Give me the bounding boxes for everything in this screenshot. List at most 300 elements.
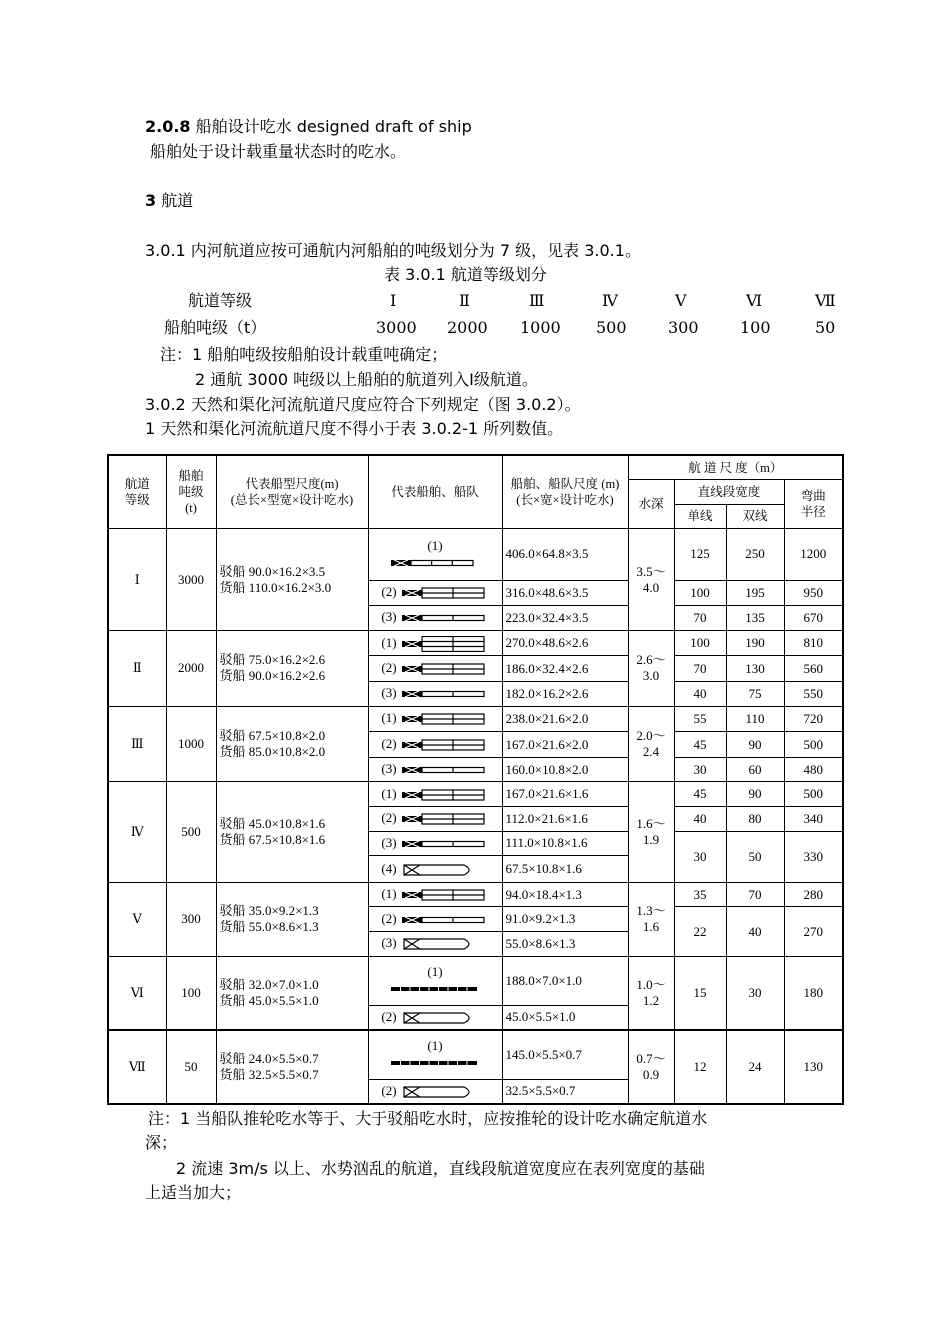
fleet-dims-value: 316.0×48.6×3.5 xyxy=(505,584,589,600)
fleet-cell xyxy=(368,956,502,1005)
section-208-definition: 船舶处于设计载重量状态时的吃水。 xyxy=(150,142,407,161)
single-width-cell xyxy=(674,882,726,907)
tonnage-cell: 50 xyxy=(815,318,836,337)
grade-cell xyxy=(108,1030,166,1104)
fleet-cell xyxy=(368,1079,502,1104)
double-width-cell xyxy=(726,882,784,907)
section-number: 2.0.8 xyxy=(145,117,191,136)
fleet-cell xyxy=(368,706,502,732)
barge-dims: 驳船 24.0×5.5×0.7 xyxy=(219,1050,319,1066)
grade-cell: Ⅵ xyxy=(746,291,763,310)
single-width-cell xyxy=(674,706,726,732)
chapter-title: 航道 xyxy=(161,191,194,210)
ship-type-cell xyxy=(216,1030,368,1104)
single-width-cell xyxy=(674,831,726,882)
fleet-cell xyxy=(368,656,502,682)
bend-radius-value: 950 xyxy=(803,584,824,600)
double-width-cell xyxy=(726,529,784,580)
grade-cell xyxy=(108,882,166,956)
header-ship-type xyxy=(216,455,368,529)
tonnage-cell: 100 xyxy=(740,318,771,337)
single-width-value: 12 xyxy=(693,1058,707,1074)
double-width-value: 110 xyxy=(745,710,765,726)
single-width-value: 35 xyxy=(693,886,707,902)
depth-line-2: 1.6 xyxy=(642,919,660,935)
header-fleet-dims-line-2: (长×宽×设计吃水) xyxy=(516,493,614,508)
single-width-value: 22 xyxy=(693,923,707,939)
bend-radius-cell xyxy=(784,1030,843,1104)
fleet-dims-cell xyxy=(502,706,628,732)
pusher-barge-2row-icon xyxy=(400,787,492,803)
header-single-label: 单线 xyxy=(687,509,713,524)
header-fleet-dims-line-1: 船舶、船队尺度 (m) xyxy=(510,477,620,492)
table-row xyxy=(108,956,843,1005)
fleet-cell xyxy=(368,580,502,606)
fleet-label: (2) xyxy=(381,584,397,600)
chapter-number: 3 xyxy=(145,191,157,210)
fleet-dims-cell xyxy=(502,907,628,932)
table-row xyxy=(108,529,843,580)
depth-cell xyxy=(628,706,674,782)
depth-cell xyxy=(628,630,674,706)
barge-dims: 驳船 90.0×16.2×3.5 xyxy=(219,563,326,579)
bend-radius-cell xyxy=(784,732,843,758)
double-width-cell xyxy=(726,606,784,631)
fleet-label: (2) xyxy=(381,660,397,676)
double-width-cell xyxy=(726,831,784,882)
cargo-ship-icon xyxy=(400,1010,492,1026)
bend-radius-value: 180 xyxy=(803,984,824,1000)
single-width-value: 100 xyxy=(690,635,710,651)
fleet-label: (1) xyxy=(381,886,397,902)
double-width-cell xyxy=(726,807,784,832)
grade-cell xyxy=(108,706,166,782)
fleet-cell xyxy=(368,932,502,957)
header-fleet-dims xyxy=(502,455,628,529)
fleet-dims-cell xyxy=(502,529,628,580)
header-single xyxy=(674,504,726,529)
depth-line-1: 1.0～ xyxy=(636,976,666,992)
single-width-value: 70 xyxy=(693,660,707,676)
double-width-cell xyxy=(726,1030,784,1104)
fleet-dims-cell xyxy=(502,1005,628,1030)
cargo-ship-icon xyxy=(400,1084,492,1100)
pusher-barge-2row-icon xyxy=(400,711,492,727)
header-depth xyxy=(628,480,674,529)
tonnage-cell xyxy=(166,782,216,882)
section-208-heading xyxy=(145,116,472,138)
notes-after-note-2a: 2 流速 3m/s 以上、水势汹乱的航道，直线段航道宽度应在表列宽度的基础 xyxy=(176,1159,705,1178)
double-width-value: 40 xyxy=(748,923,762,939)
pusher-barge-single-icon xyxy=(400,686,492,702)
tonnage-cell xyxy=(166,882,216,956)
ship-type-cell xyxy=(216,630,368,706)
depth-line-1: 0.7～ xyxy=(636,1050,666,1066)
grade-row-label: 航道等级 xyxy=(188,291,253,310)
double-width-cell xyxy=(726,732,784,758)
ship-type-cell xyxy=(216,956,368,1030)
table-301-title: 表 3.0.1 航道等级划分 xyxy=(384,265,547,284)
single-width-value: 45 xyxy=(693,736,707,752)
grade-value: Ⅶ xyxy=(128,1058,146,1074)
grade-value: Ⅰ xyxy=(134,571,140,587)
grade-cell: Ⅰ xyxy=(390,291,397,310)
depth-cell xyxy=(628,1030,674,1104)
header-fleet-label: 代表船舶、船队 xyxy=(391,485,479,500)
header-tonnage xyxy=(166,455,216,529)
pusher-barge-2row-icon xyxy=(400,811,492,827)
header-ship-type-line-2: (总长×型宽×设计吃水) xyxy=(230,493,354,508)
depth-line-2: 1.9 xyxy=(642,832,660,848)
ship-type-cell xyxy=(216,882,368,956)
fleet-dims-cell xyxy=(502,956,628,1005)
fleet-label: (2) xyxy=(381,1008,397,1024)
fleet-dims-cell xyxy=(502,932,628,957)
single-width-cell xyxy=(674,682,726,707)
fleet-cell xyxy=(368,630,502,656)
grade-cell xyxy=(108,956,166,1030)
grade-cell xyxy=(108,529,166,630)
fleet-label: (1) xyxy=(381,785,397,801)
double-width-value: 80 xyxy=(748,810,762,826)
fleet-dims-cell xyxy=(502,656,628,682)
notes-after-note-2b: 上适当加大； xyxy=(145,1183,242,1202)
section-title: 船舶设计吃水 designed draft of ship xyxy=(195,117,472,136)
single-width-value: 15 xyxy=(693,984,707,1000)
fleet-cell xyxy=(368,757,502,782)
tonnage-cell xyxy=(166,956,216,1030)
grade-value: Ⅴ xyxy=(132,911,142,927)
double-width-cell xyxy=(726,630,784,656)
tonnage-cell xyxy=(166,630,216,706)
double-width-cell xyxy=(726,682,784,707)
fleet-dims-value: 188.0×7.0×1.0 xyxy=(505,972,582,988)
tonnage-cell xyxy=(166,706,216,782)
single-width-value: 40 xyxy=(693,685,707,701)
tonnage-cell xyxy=(166,529,216,630)
tonnage-cell: 300 xyxy=(668,318,699,337)
double-width-value: 135 xyxy=(745,609,765,625)
bend-radius-cell xyxy=(784,782,843,807)
bend-radius-value: 810 xyxy=(803,635,824,651)
tonnage-value: 50 xyxy=(184,1058,198,1074)
pusher-barge-2row-icon xyxy=(400,737,492,753)
bend-radius-value: 720 xyxy=(803,710,824,726)
fleet-label: (1) xyxy=(381,710,397,726)
bend-radius-cell xyxy=(784,656,843,682)
cargo-ship-dims: 货船 32.5×5.5×0.7 xyxy=(219,1066,319,1082)
header-bend xyxy=(784,480,843,529)
header-double-label: 双线 xyxy=(742,509,768,524)
fleet-dims-value: 32.5×5.5×0.7 xyxy=(505,1083,576,1099)
bend-radius-cell xyxy=(784,580,843,606)
clause-302-text: 3.0.2 天然和渠化河流航道尺度应符合下列规定（图 3.0.2）。 xyxy=(145,395,581,414)
double-width-cell xyxy=(726,656,784,682)
cargo-ship-dims: 货船 90.0×16.2×2.6 xyxy=(219,668,326,684)
tonnage-value: 2000 xyxy=(178,660,204,676)
fleet-label: (2) xyxy=(381,910,397,926)
bend-radius-value: 670 xyxy=(803,609,824,625)
fleet-label: (3) xyxy=(381,685,397,701)
barge-dims: 驳船 75.0×16.2×2.6 xyxy=(219,652,326,668)
cargo-ship-icon xyxy=(400,862,492,878)
fleet-cell xyxy=(368,831,502,856)
fleet-cell xyxy=(368,732,502,758)
fleet-cell xyxy=(368,1030,502,1079)
notes-after-note-1b: 深； xyxy=(145,1133,178,1152)
grade-value: Ⅲ xyxy=(130,736,144,752)
double-width-value: 190 xyxy=(745,635,765,651)
fleet-dims-cell xyxy=(502,782,628,807)
grade-cell: Ⅲ xyxy=(529,291,545,310)
bend-radius-value: 270 xyxy=(803,923,824,939)
fleet-dims-cell xyxy=(502,606,628,631)
fleet-dims-cell xyxy=(502,831,628,856)
grade-cell: Ⅴ xyxy=(675,291,687,310)
depth-line-2: 2.4 xyxy=(642,744,660,760)
grade-row xyxy=(0,290,950,314)
header-tonnage-line-2: 吨级 xyxy=(178,485,204,500)
double-width-value: 24 xyxy=(748,1058,762,1074)
barge-dims: 驳船 32.0×7.0×1.0 xyxy=(219,976,319,992)
single-width-cell xyxy=(674,656,726,682)
fleet-dims-value: 112.0×21.6×1.6 xyxy=(505,810,588,826)
header-channel-dims-label: 航 道 尺 度（m） xyxy=(688,460,783,475)
cargo-ship-icon xyxy=(400,936,492,952)
fleet-cell xyxy=(368,606,502,631)
single-width-cell xyxy=(674,732,726,758)
tonnage-row-label: 船舶吨级（t） xyxy=(164,318,267,337)
cargo-ship-dims: 货船 85.0×10.8×2.0 xyxy=(219,744,326,760)
table-row xyxy=(108,630,843,656)
fleet-cell xyxy=(368,782,502,807)
grade-value: Ⅱ xyxy=(132,660,142,676)
bend-radius-cell xyxy=(784,529,843,580)
barge-dims: 驳船 67.5×10.8×2.0 xyxy=(219,728,326,744)
fleet-dims-value: 91.0×9.2×1.3 xyxy=(505,911,576,927)
fleet-dims-cell xyxy=(502,682,628,707)
depth-cell xyxy=(628,956,674,1030)
bend-radius-value: 1200 xyxy=(800,546,827,562)
single-width-cell xyxy=(674,807,726,832)
fleet-cell xyxy=(368,807,502,832)
depth-line-2: 1.2 xyxy=(642,992,660,1008)
cargo-ship-dims: 货船 110.0×16.2×3.0 xyxy=(219,579,332,595)
bend-radius-cell xyxy=(784,757,843,782)
single-width-value: 40 xyxy=(693,810,707,826)
depth-cell xyxy=(628,882,674,956)
header-double xyxy=(726,504,784,529)
double-width-cell xyxy=(726,580,784,606)
double-width-value: 195 xyxy=(745,584,765,600)
double-width-value: 90 xyxy=(748,736,762,752)
table-301-note-2: 2 通航 3000 吨级以上船舶的航道列入Ⅰ级航道。 xyxy=(195,370,538,389)
depth-line-1: 2.0～ xyxy=(636,728,666,744)
bend-radius-value: 280 xyxy=(803,886,824,902)
depth-cell xyxy=(628,529,674,630)
single-width-value: 55 xyxy=(693,710,707,726)
fleet-label: (3) xyxy=(381,834,397,850)
fleet-dims-value: 223.0×32.4×3.5 xyxy=(505,609,589,625)
single-width-cell xyxy=(674,956,726,1030)
single-width-value: 30 xyxy=(693,848,707,864)
double-width-value: 130 xyxy=(745,660,765,676)
double-width-cell xyxy=(726,706,784,732)
single-width-cell xyxy=(674,606,726,631)
double-width-value: 250 xyxy=(745,546,765,562)
single-width-cell xyxy=(674,757,726,782)
fleet-dims-cell xyxy=(502,807,628,832)
bend-radius-value: 330 xyxy=(803,848,824,864)
bend-radius-value: 500 xyxy=(803,786,824,802)
grade-cell: Ⅳ xyxy=(602,291,618,310)
tonnage-row xyxy=(0,317,950,341)
depth-line-2: 4.0 xyxy=(642,579,660,595)
fleet-label: (1) xyxy=(427,964,443,980)
fleet-label: (3) xyxy=(381,761,397,777)
fleet-cell xyxy=(368,856,502,883)
single-width-value: 125 xyxy=(690,546,710,562)
header-channel-dims xyxy=(628,455,843,480)
fleet-dims-cell xyxy=(502,1030,628,1079)
barge-train-long-icon xyxy=(389,555,481,571)
header-bend-line-2: 半径 xyxy=(800,505,826,520)
double-width-cell xyxy=(726,907,784,956)
clause-301-text: 3.0.1 内河航道应按可通航内河船舶的吨级划分为 7 级，见表 3.0.1。 xyxy=(145,241,641,260)
bend-radius-cell xyxy=(784,882,843,907)
fleet-cell xyxy=(368,529,502,580)
tonnage-value: 3000 xyxy=(178,571,204,587)
fleet-dims-value: 167.0×21.6×1.6 xyxy=(505,786,589,802)
single-width-cell xyxy=(674,1030,726,1104)
table-header-row xyxy=(108,455,843,480)
fleet-label: (1) xyxy=(381,634,397,650)
single-width-cell xyxy=(674,907,726,956)
header-fleet xyxy=(368,455,502,529)
notes-after-note-1a: 注：1 当船队推轮吃水等于、大于驳船吃水时，应按推轮的设计吃水确定航道水 xyxy=(148,1109,708,1128)
barge-dims: 驳船 45.0×10.8×1.6 xyxy=(219,816,326,832)
tonnage-value: 100 xyxy=(181,984,201,1000)
fleet-dims-value: 182.0×16.2×2.6 xyxy=(505,685,589,701)
fleet-label: (3) xyxy=(381,609,397,625)
pusher-barge-single-icon xyxy=(400,762,492,778)
fleet-dims-value: 45.0×5.5×1.0 xyxy=(505,1009,576,1025)
double-width-value: 75 xyxy=(748,685,762,701)
grade-cell xyxy=(108,782,166,882)
bend-radius-cell xyxy=(784,956,843,1030)
pusher-barge-2row-icon xyxy=(400,887,492,903)
bend-radius-cell xyxy=(784,831,843,882)
chapter-3-heading xyxy=(145,190,193,212)
pusher-barge-2row-icon xyxy=(400,661,492,677)
pusher-barge-single-icon xyxy=(400,836,492,852)
single-width-cell xyxy=(674,630,726,656)
table-row xyxy=(108,882,843,907)
cargo-ship-dims: 货船 45.0×5.5×1.0 xyxy=(219,992,319,1008)
depth-line-2: 3.0 xyxy=(642,668,660,684)
fleet-label: (3) xyxy=(381,935,397,951)
fleet-dims-value: 186.0×32.4×2.6 xyxy=(505,660,589,676)
fleet-label: (1) xyxy=(427,1038,443,1054)
tonnage-cell: 3000 xyxy=(376,318,417,337)
fleet-dims-value: 67.5×10.8×1.6 xyxy=(505,861,582,877)
grade-cell: Ⅶ xyxy=(815,291,836,310)
single-width-value: 70 xyxy=(693,609,707,625)
double-width-cell xyxy=(726,757,784,782)
fleet-dims-cell xyxy=(502,630,628,656)
depth-line-1: 3.5～ xyxy=(636,563,666,579)
fleet-cell xyxy=(368,682,502,707)
tonnage-cell: 500 xyxy=(596,318,627,337)
tonnage-cell: 2000 xyxy=(447,318,488,337)
fleet-label: (1) xyxy=(427,537,443,553)
double-width-cell xyxy=(726,956,784,1030)
double-width-value: 60 xyxy=(748,761,762,777)
ship-type-cell xyxy=(216,782,368,882)
pusher-barge-3row-icon xyxy=(400,636,492,652)
fleet-dims-value: 270.0×48.6×2.6 xyxy=(505,635,589,651)
bend-radius-value: 550 xyxy=(803,685,824,701)
pusher-barge-single-icon xyxy=(400,912,492,928)
header-tonnage-line-3: (t) xyxy=(185,501,197,516)
double-width-value: 90 xyxy=(748,786,762,802)
tow-train-icon xyxy=(389,981,481,997)
ship-type-cell xyxy=(216,706,368,782)
cargo-ship-dims: 货船 55.0×8.6×1.3 xyxy=(219,919,319,935)
fleet-dims-cell xyxy=(502,732,628,758)
header-straight-width-label: 直线段宽度 xyxy=(697,484,761,499)
double-width-value: 30 xyxy=(748,984,762,1000)
fleet-label: (4) xyxy=(381,860,397,876)
clause-302-item-1: 1 天然和渠化河流航道尺度不得小于表 3.0.2-1 所列数值。 xyxy=(145,419,564,438)
fleet-cell xyxy=(368,907,502,932)
fleet-label: (2) xyxy=(381,810,397,826)
cargo-ship-dims: 货船 67.5×10.8×1.6 xyxy=(219,832,326,848)
fleet-dims-value: 167.0×21.6×2.0 xyxy=(505,736,589,752)
depth-line-1: 2.6～ xyxy=(636,652,666,668)
fleet-dims-value: 406.0×64.8×3.5 xyxy=(505,546,589,562)
double-width-cell xyxy=(726,782,784,807)
header-grade xyxy=(108,455,166,529)
fleet-dims-value: 55.0×8.6×1.3 xyxy=(505,935,576,951)
grade-value: Ⅵ xyxy=(130,984,144,1000)
bend-radius-cell xyxy=(784,907,843,956)
tonnage-value: 1000 xyxy=(178,736,204,752)
fleet-dims-value: 238.0×21.6×2.0 xyxy=(505,710,589,726)
channel-dimensions-table xyxy=(107,454,844,1105)
fleet-dims-value: 94.0×18.4×1.3 xyxy=(505,886,582,902)
fleet-dims-cell xyxy=(502,1079,628,1104)
single-width-value: 100 xyxy=(690,584,710,600)
header-grade-line-1: 航道 xyxy=(124,477,150,492)
header-tonnage-line-1: 船舶 xyxy=(178,469,204,484)
tow-train-icon xyxy=(389,1055,481,1071)
header-grade-line-2: 等级 xyxy=(124,493,150,508)
fleet-label: (2) xyxy=(381,736,397,752)
fleet-dims-cell xyxy=(502,757,628,782)
table-301-note-1: 注：1 船舶吨级按船舶设计载重吨确定； xyxy=(160,345,448,364)
header-ship-type-line-1: 代表船型尺度(m) xyxy=(245,477,339,492)
single-width-cell xyxy=(674,529,726,580)
tonnage-value: 300 xyxy=(181,911,201,927)
bend-radius-value: 340 xyxy=(803,810,824,826)
fleet-dims-value: 145.0×5.5×0.7 xyxy=(505,1046,582,1062)
grade-value: Ⅳ xyxy=(130,824,144,840)
bend-radius-cell xyxy=(784,682,843,707)
fleet-cell xyxy=(368,1005,502,1030)
bend-radius-cell xyxy=(784,606,843,631)
ship-type-cell xyxy=(216,529,368,630)
